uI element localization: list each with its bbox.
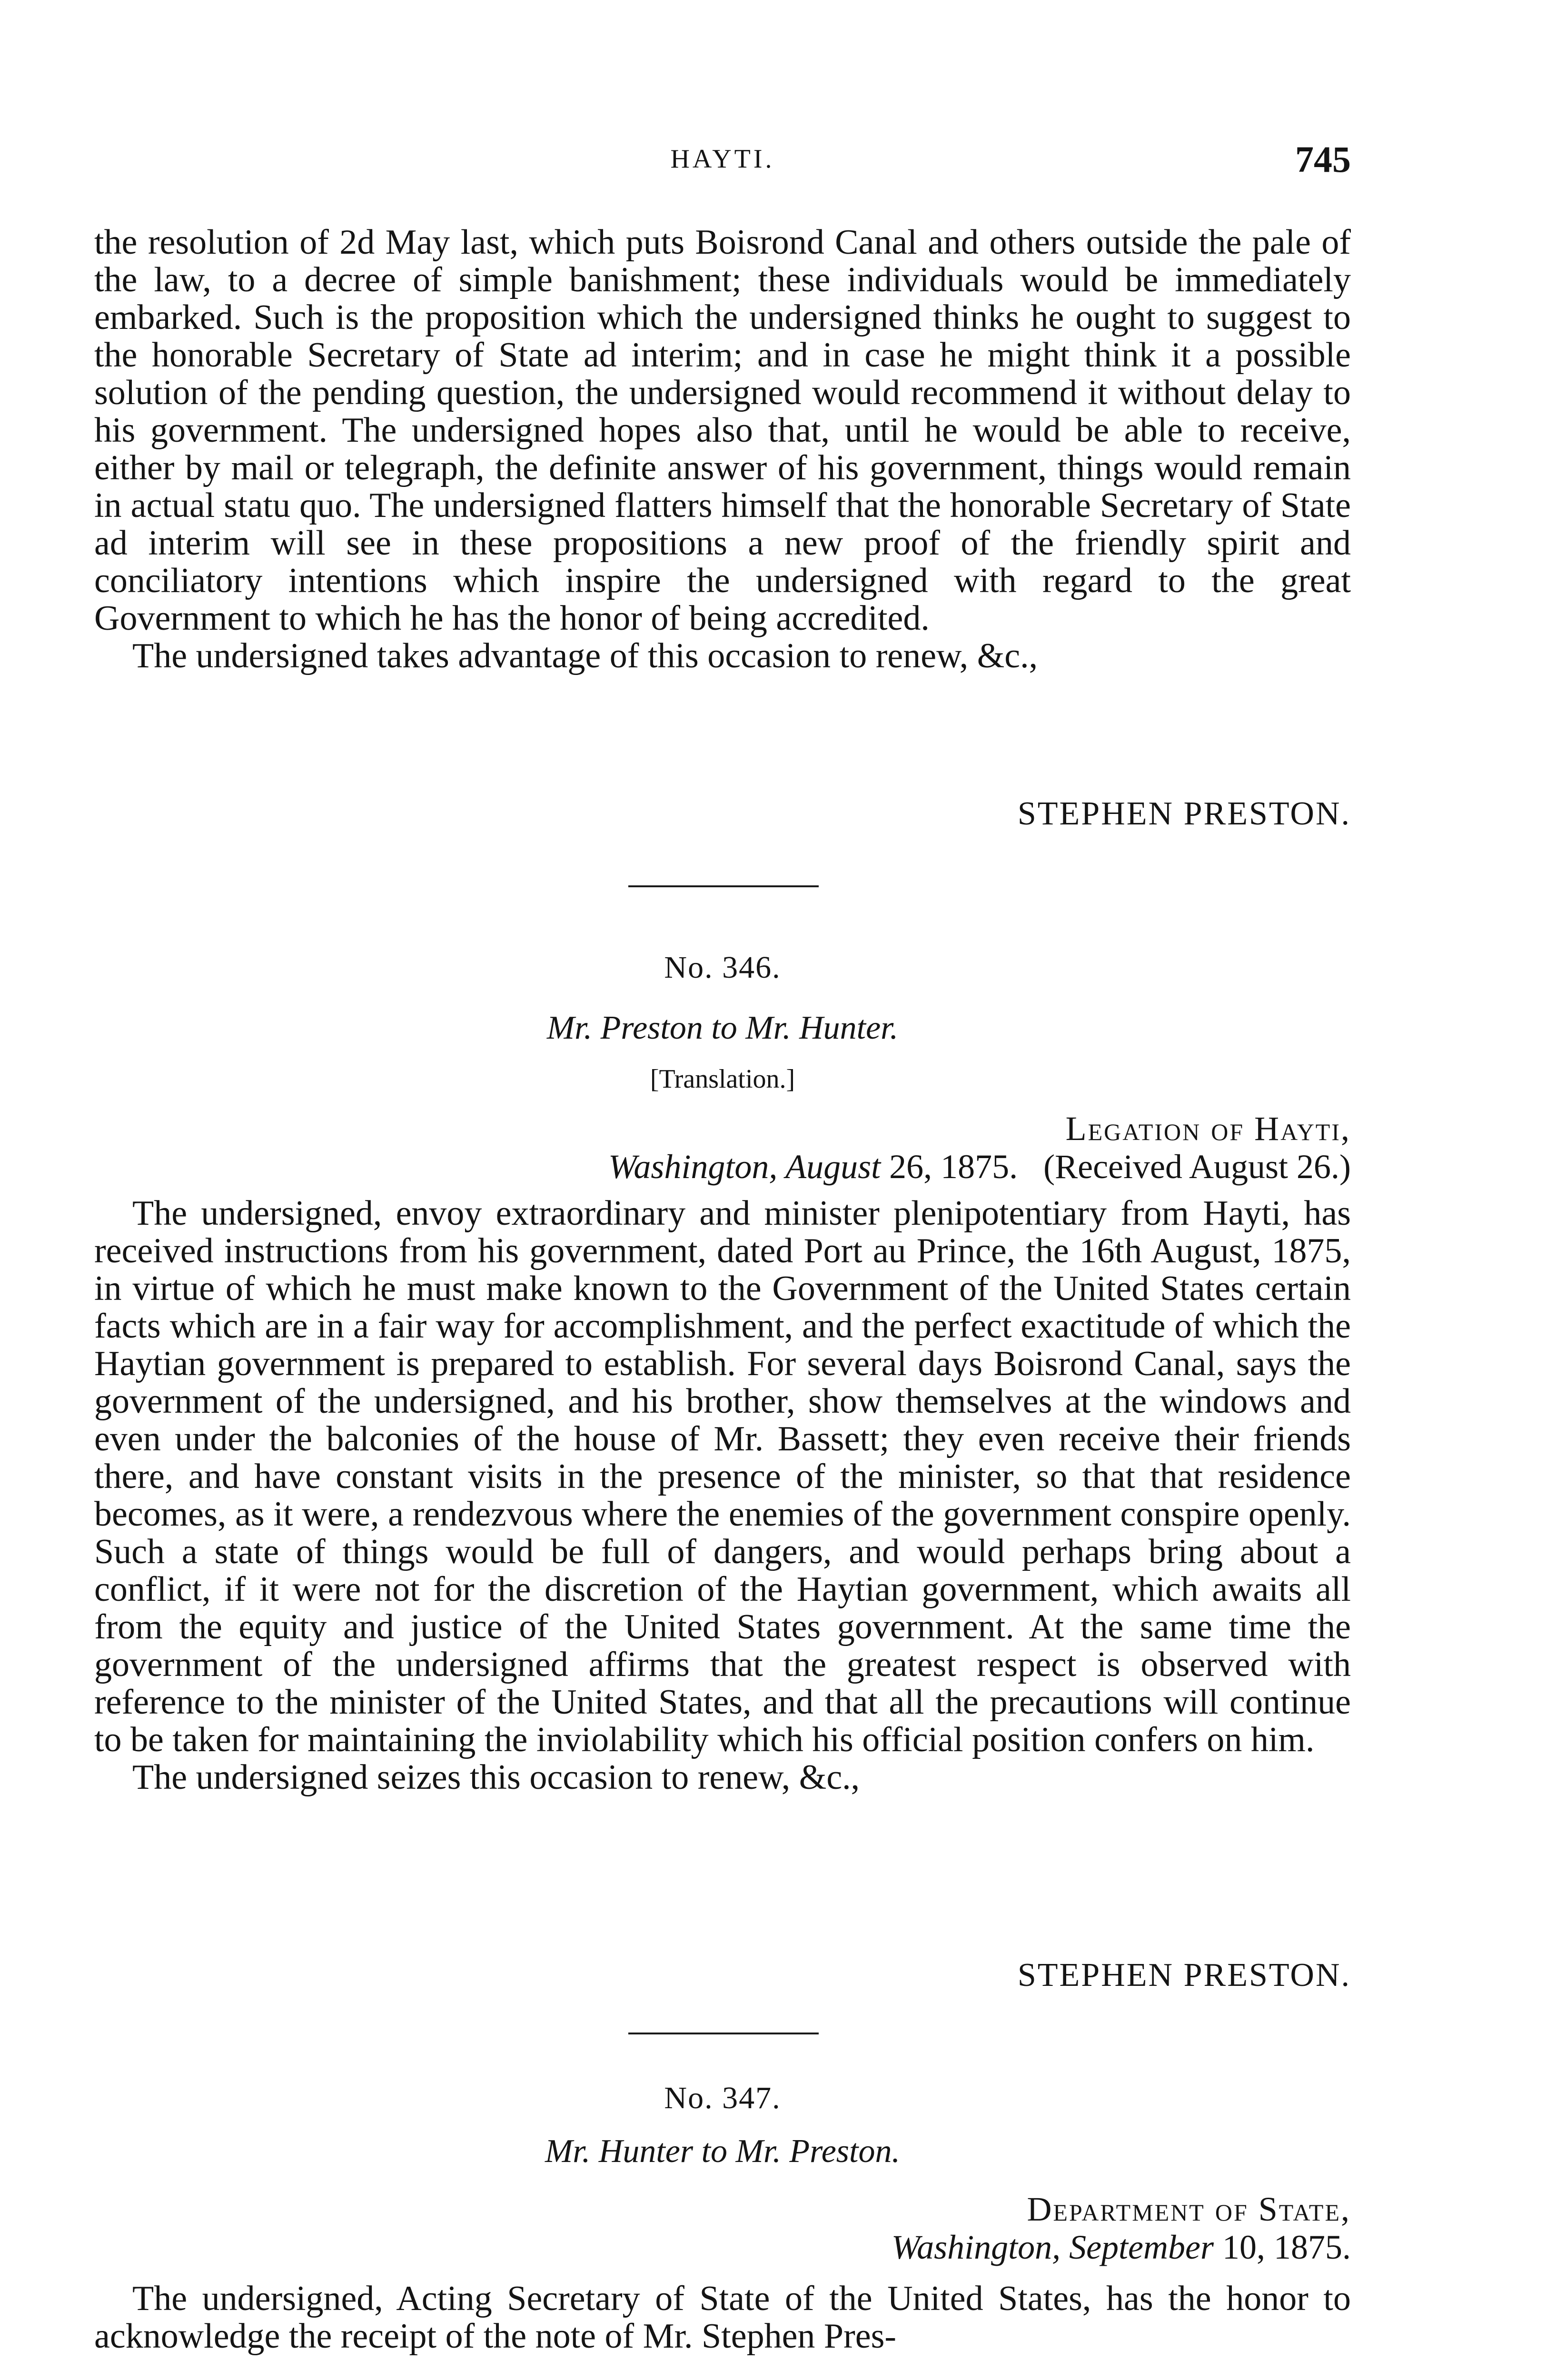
signature: STEPHEN PRESTON. [1017, 1957, 1351, 1993]
date-rest: 26, 1875. [889, 1148, 1018, 1186]
closing-line: The undersigned takes advantage of this occasion to renew, &c., [132, 636, 1038, 675]
letter-body [94, 2280, 1351, 2355]
date-place: Washington, August [608, 1148, 881, 1186]
page-number: 745 [1295, 139, 1351, 180]
document-number: No. 347. [664, 2081, 781, 2115]
sender-office: Department of State, [1027, 2190, 1351, 2228]
date-line [608, 1147, 1351, 1187]
signature-block [94, 795, 1351, 838]
running-title: HAYTI. [670, 144, 775, 174]
section-divider [628, 2033, 819, 2034]
received-note: (Received August 26.) [1043, 1148, 1351, 1186]
sender-office: Legation of Hayti, [1065, 1110, 1351, 1148]
document-number: No. 346. [664, 950, 781, 985]
closing-line: The undersigned seizes this occasion to renew, &c., [132, 1758, 860, 1797]
continued-letter [94, 224, 1351, 675]
correspondents-heading: Mr. Preston to Mr. Hunter. [546, 1010, 899, 1046]
date-rest: 10, 1875. [1222, 2228, 1351, 2266]
section-divider [628, 885, 819, 887]
letter-body [94, 1195, 1351, 1796]
date-place: Washington, September [891, 2228, 1214, 2266]
body-paragraph: The undersigned, Acting Secretary of State of the United States, has the honor to acknowledge the receipt of the note of Mr. Stephen Pres- [94, 2279, 1351, 2356]
translation-note: [Translation.] [650, 1064, 795, 1094]
date-line [892, 2228, 1351, 2267]
body-paragraph: The undersigned, envoy extraordinary and minister plenipotentiary from Hayti, has received instructions from his government, dated Port au Prince, the 16th August, 1875, in virtue of which he must make known to the Government of the United States certain facts which are in a fair way for accomplishment, and the perfect exactitude of which the Haytian government is prepared to establish. For several days Boisrond Canal, says the government of the undersigned, and his brother, show themselves at the windows and even under the balconies of the house of Mr. Bassett; they even receive their friends there, and have constant visits in the presence of the minister, so that that residence becomes, as it were, a rendezvous where the enemies of the government conspire openly. Such a state of things would be full of dangers, and would perhaps bring about a conflict, if it were not for the discretion of the Haytian government, which awaits all from the equity and justice of the United States government. At the same time the government of the undersigned affirms that the greatest respect is observed with reference to the minister of the United States, and that all the precautions will continue to be taken for maintaining the inviolability which his official position confers on him. [94, 1194, 1351, 1759]
correspondents-heading: Mr. Hunter to Mr. Preston. [545, 2133, 900, 2170]
body-paragraph: the resolution of 2d May last, which puts Boisrond Canal and others outside the pale of the law, to a decree of simple banishment; these individuals would be immediately embarked. Such is the proposition which the undersigned thinks he ought to suggest to the honorable Secretary of State ad interim; and in case he might think it a possible solution of the pending question, the undersigned would recommend it without delay to his government. The undersigned hopes also that, until he would be able to receive, either by mail or telegraph, the definite answer of his government, things would remain in actual statu quo. The undersigned flatters himself that the honorable Secretary of State ad interim will see in these propositions a new proof of the friendly spirit and conciliatory intentions which inspire the undersigned with regard to the great Government to which he has the honor of being accredited. [94, 223, 1351, 638]
signature: STEPHEN PRESTON. [1017, 795, 1351, 832]
page-header [94, 138, 1351, 181]
signature-block [94, 1956, 1351, 1999]
